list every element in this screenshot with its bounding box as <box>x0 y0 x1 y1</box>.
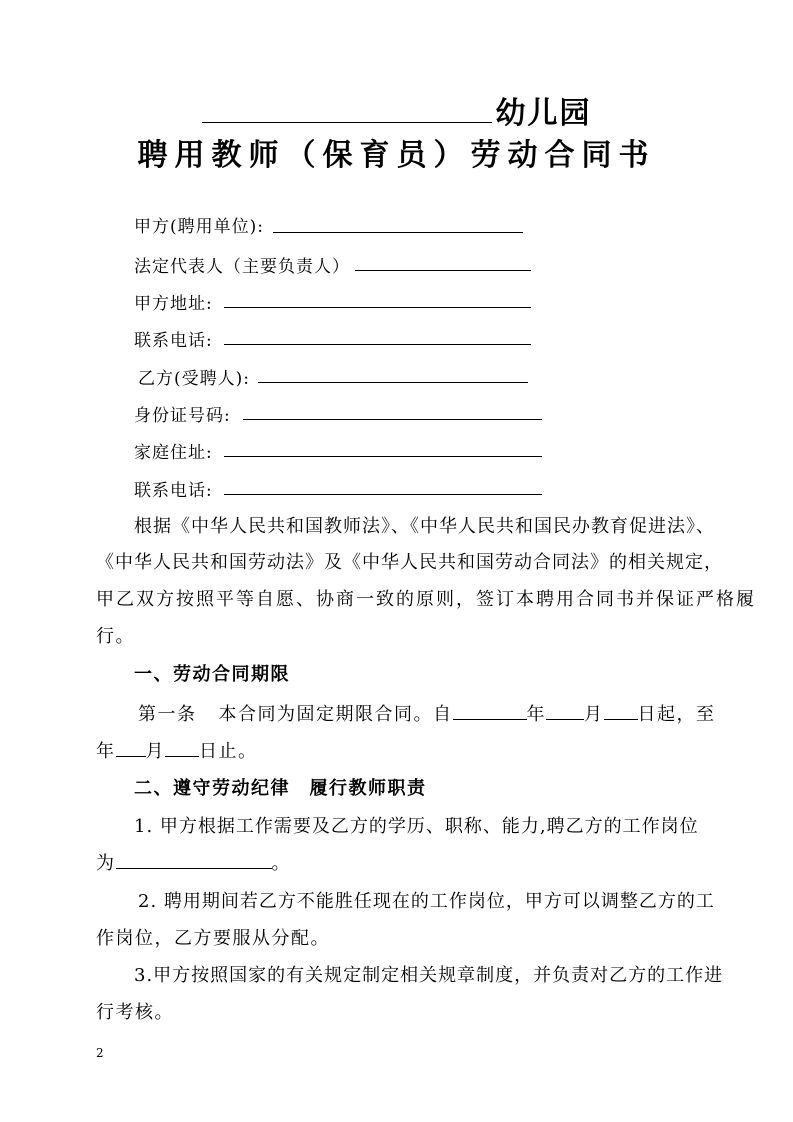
item-3-line-2: 行考核。 <box>96 1002 174 1023</box>
end-day-label: 日止。 <box>199 741 258 762</box>
intro-line-4: 行。 <box>96 626 135 647</box>
start-day-blank <box>604 701 638 720</box>
item-1-line-2 <box>96 849 291 875</box>
start-year-blank <box>453 701 527 720</box>
intro-line-1: 根据《中华人民共和国教师法》、《中华人民共和国民办教育促进法》、 <box>134 516 715 537</box>
field-label-home-address: 家庭住址: <box>134 443 213 463</box>
field-label-party-b: 乙方(受聘人): <box>138 369 250 389</box>
field-line-party-a-address <box>224 307 531 308</box>
item-3-line-1: 3.甲方按照国家的有关规定制定相关规章制度，并负责对乙方的工作进 <box>134 965 724 986</box>
item-2-line-2: 作岗位，乙方要服从分配。 <box>96 928 330 949</box>
start-month-blank <box>546 701 584 720</box>
start-month-label: 月 <box>584 704 604 725</box>
field-line-party-b-phone <box>224 494 542 495</box>
article-1-line-1 <box>138 700 716 726</box>
field-label-party-a: 甲方(聘用单位): <box>134 217 264 237</box>
end-year-label: 年 <box>96 741 116 762</box>
item-1-suffix: 。 <box>271 853 291 874</box>
item-1-line-1: 1. 甲方根据工作需要及乙方的学历、职称、能力,聘乙方的工作岗位 <box>134 816 699 837</box>
section-1-heading: 一、劳动合同期限 <box>134 664 290 685</box>
start-year-label: 年 <box>526 704 546 725</box>
intro-line-2: 《中华人民共和国劳动法》及《中华人民共和国劳动合同法》的相关规定， <box>96 552 723 573</box>
article-1-text: 本合同为固定期限合同。自 <box>218 704 453 725</box>
kindergarten-name-blank <box>202 96 492 123</box>
end-month-label: 月 <box>145 741 165 762</box>
field-label-party-a-address: 甲方地址: <box>134 294 213 314</box>
item-1-prefix: 为 <box>96 853 116 874</box>
field-line-id-number <box>243 419 542 420</box>
field-line-legal-rep <box>355 270 531 271</box>
title-suffix: 幼儿园 <box>495 96 592 131</box>
field-line-home-address <box>224 456 542 457</box>
title-line-1 <box>0 88 793 132</box>
article-1-line-2 <box>96 737 258 763</box>
document-title: 聘用教师（保育员）劳动合同书 <box>137 138 656 173</box>
field-label-party-b-phone: 联系电话: <box>134 481 213 501</box>
page-number: 2 <box>96 1046 104 1060</box>
intro-line-3: 甲乙双方按照平等自愿、协商一致的原则，签订本聘用合同书并保证严格履 <box>96 589 756 610</box>
field-line-party-a <box>273 232 523 233</box>
article-1-label: 第一条 <box>138 704 197 725</box>
job-position-blank <box>116 850 272 869</box>
field-line-party-b <box>258 382 528 383</box>
start-day-label: 日起，至 <box>637 704 716 725</box>
field-label-legal-rep: 法定代表人（主要负责人） <box>134 257 350 277</box>
item-2-line-1: 2. 聘用期间若乙方不能胜任现在的工作岗位，甲方可以调整乙方的工 <box>138 891 715 912</box>
field-label-party-a-phone: 联系电话: <box>134 331 213 351</box>
end-month-blank <box>116 738 146 757</box>
field-label-id-number: 身份证号码: <box>134 406 231 426</box>
section-2-heading: 二、遵守劳动纪律 履行教师职责 <box>134 778 427 799</box>
field-line-party-a-phone <box>224 344 531 345</box>
end-day-blank <box>165 738 199 757</box>
